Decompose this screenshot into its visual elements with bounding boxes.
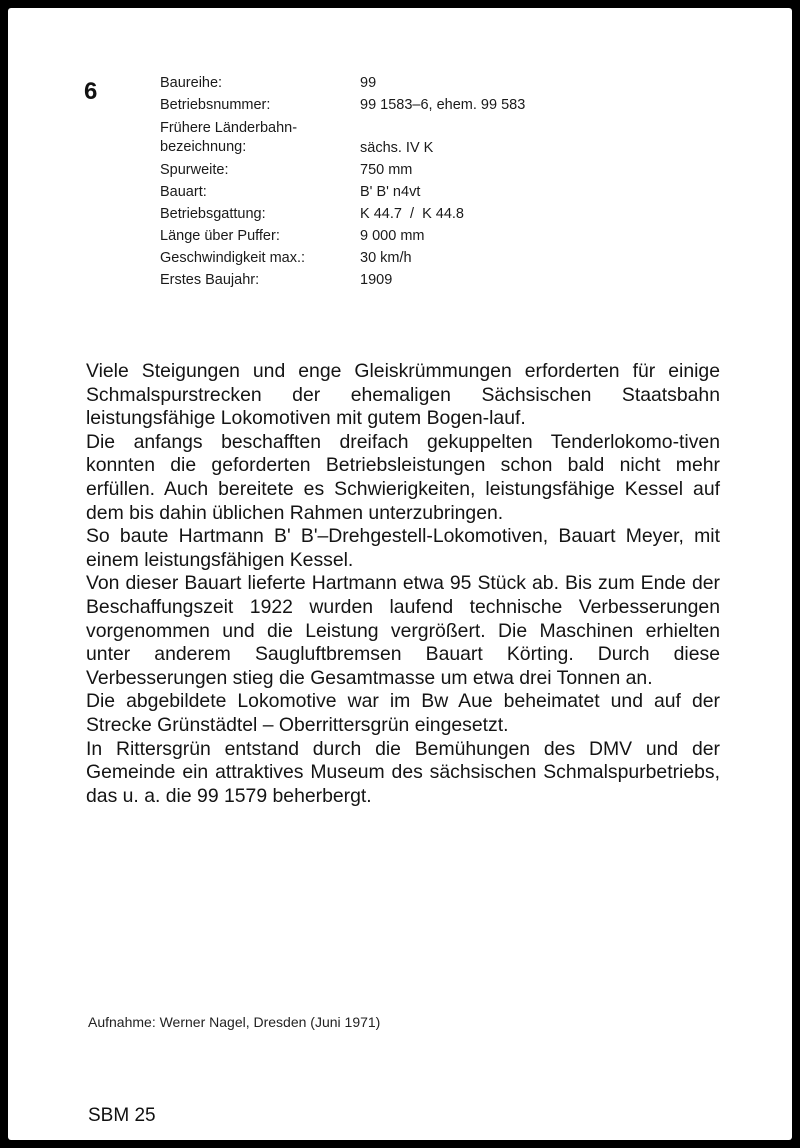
spec-value: 99	[360, 75, 377, 91]
spec-row-baureihe	[160, 72, 720, 94]
paragraph: Die anfangs beschafften dreifach gekuppelten Tenderlokomo-tiven konnten die geforderten Betriebsleistungen schon bald nicht mehr erfüllen. Auch bereitete es Schwierigkeiten, leistungsfähige Kessel auf dem bis dahin üblichen Rahmen unterzubringen.	[86, 430, 720, 524]
postcard-back	[8, 8, 792, 1140]
series-code: SBM 25	[88, 1105, 156, 1126]
spec-table	[160, 72, 720, 291]
spec-value: K 44.7 / K 44.8	[360, 206, 464, 222]
spec-label: Betriebsnummer:	[160, 97, 271, 113]
paragraph: So baute Hartmann B' B'–Drehgestell-Lokomotiven, Bauart Meyer, mit einem leistungsfähigen Kessel.	[86, 525, 720, 571]
spec-label: Länge über Puffer:	[160, 228, 280, 244]
card-number: 6	[84, 78, 98, 105]
spec-row-spurweite	[160, 159, 720, 181]
paragraph: Von dieser Bauart lieferte Hartmann etwa 95 Stück ab. Bis zum Ende der Beschaffungszeit 1922 wurden laufend technische Verbesserungen vorgenommen und die Leistung vergrößert. Die Maschinen erhielten unter anderem Saugluftbremsen Bauart Körting. Durch diese Verbesserungen stieg die Gesamtmasse um etwa drei Tonnen an.	[86, 572, 720, 689]
spec-label: Baureihe:	[160, 75, 223, 91]
spec-label: Geschwindigkeit max.:	[160, 250, 306, 266]
photo-credit: Aufnahme: Werner Nagel, Dresden (Juni 1971)	[88, 1014, 381, 1030]
paragraph: Die abgebildete Lokomotive war im Bw Aue beheimatet und auf der Strecke Grünstädtel – Oberrittersgrün eingesetzt.	[86, 690, 720, 736]
spec-label: Erstes Baujahr:	[160, 272, 260, 288]
description-text	[86, 360, 720, 808]
paragraph: Viele Steigungen und enge Gleiskrümmungen erforderten für einige Schmalspurstrecken der ehemaligen Sächsischen Staatsbahn leistungsfähige Lokomotiven mit gutem Bogen-lauf.	[86, 360, 720, 430]
spec-row-betriebsnummer	[160, 94, 720, 116]
spec-row-laenge	[160, 225, 720, 247]
spec-label: Spurweite:	[160, 162, 229, 178]
spec-value: 9 000 mm	[360, 228, 425, 244]
spec-row-bauart	[160, 181, 720, 203]
spec-row-baujahr	[160, 269, 720, 291]
spec-row-laenderbahnbezeichnung	[160, 116, 720, 159]
spec-row-geschwindigkeit	[160, 247, 720, 269]
spec-label: Frühere Länderbahn- bezeichnung:	[160, 120, 298, 155]
spec-value: sächs. IV K	[360, 140, 434, 156]
spec-value: 750 mm	[360, 162, 413, 178]
spec-label: Betriebsgattung:	[160, 206, 266, 222]
spec-value: 99 1583–6, ehem. 99 583	[360, 97, 526, 113]
spec-value: B' B' n4vt	[360, 184, 421, 200]
spec-value: 1909	[360, 272, 393, 288]
spec-row-betriebsgattung	[160, 203, 720, 225]
spec-label: Bauart:	[160, 184, 207, 200]
spec-value: 30 km/h	[360, 250, 412, 266]
paragraph: In Rittersgrün entstand durch die Bemühungen des DMV und der Gemeinde ein attraktives Museum des sächsischen Schmalspurbetriebs, das u. a. die 99 1579 beherbergt.	[86, 737, 720, 807]
